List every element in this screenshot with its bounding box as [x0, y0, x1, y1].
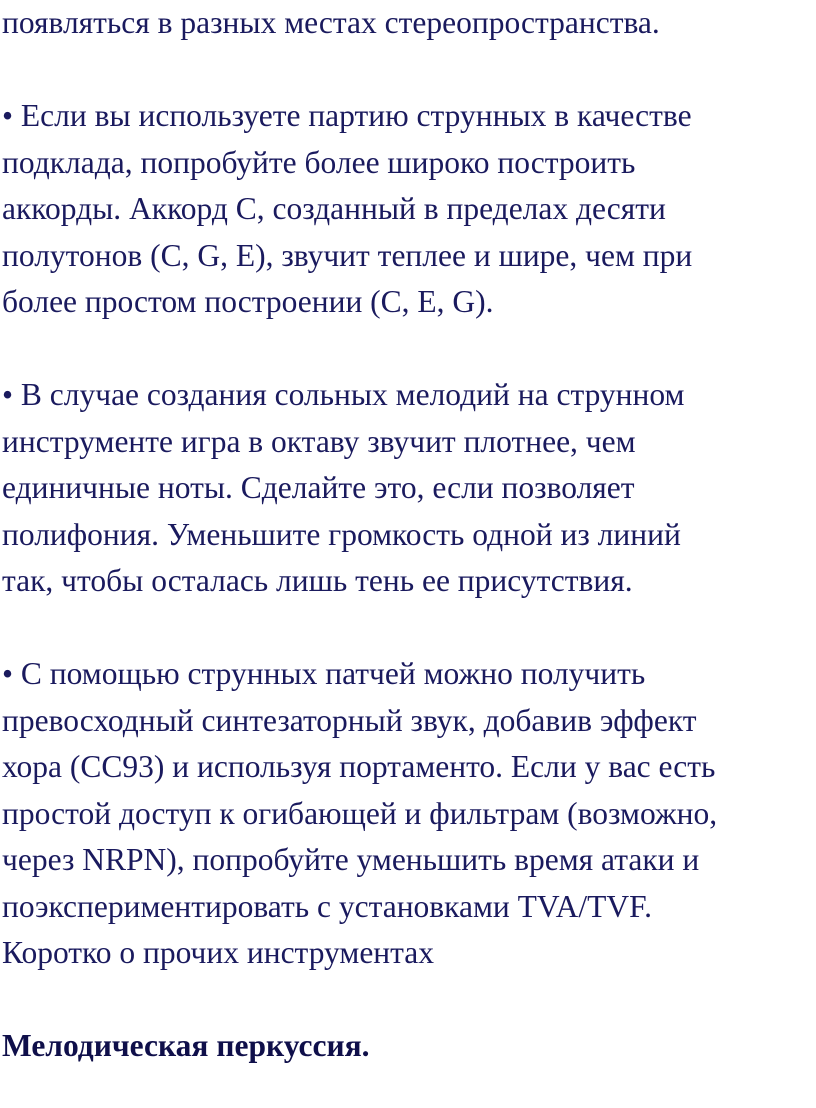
text-line: единичные ноты. Сделайте это, если позволяет — [2, 470, 635, 505]
intro-line: появляться в разных местах стереопространства. — [2, 5, 660, 40]
section-heading: Мелодическая перкуссия. — [2, 1028, 370, 1063]
paragraph-gap — [2, 326, 812, 373]
text-line: Коротко о прочих инструментах — [2, 935, 435, 970]
text-line: • С помощью струнных патчей можно получить — [2, 656, 646, 691]
text-line: полутонов (C, G, E), звучит теплее и шире, чем при — [2, 237, 693, 273]
text-line: так, чтобы осталась лишь тень ее присутствия. — [2, 563, 633, 598]
text-line: более простом построении (C, E, G). — [2, 284, 494, 319]
paragraph-gap — [2, 47, 812, 94]
paragraph-gap — [2, 977, 812, 1024]
text-line: • Если вы используете партию струнных в качестве — [2, 98, 692, 133]
text-line: превосходный синтезаторный звук, добавив эффект — [2, 702, 697, 738]
paragraph-synth-patches — [2, 651, 812, 977]
paragraph-string-pad-voicing — [2, 93, 812, 326]
text-line: аккорды. Аккорд C, созданный в пределах десяти — [2, 191, 666, 226]
paragraph-gap — [2, 605, 812, 652]
text-line: • В случае создания сольных мелодий на струнном — [2, 377, 685, 412]
paragraph-solo-octave — [2, 372, 812, 605]
text-line: инструменте игра в октаву звучит плотнее, чем — [2, 423, 636, 459]
text-line: хора (CC93) и используя портаменто. Если у вас есть — [2, 749, 716, 784]
text-line: через NRPN), попробуйте уменьшить время атаки и — [2, 842, 700, 877]
text-line: поэкспериментировать с установками TVA/TVF. — [2, 888, 652, 924]
text-line: полифония. Уменьшите громкость одной из линий — [2, 516, 681, 552]
document-page — [2, 0, 812, 1070]
text-line: подклада, попробуйте более широко построить — [2, 144, 636, 180]
text-line: простой доступ к огибающей и фильтрам (возможно, — [2, 795, 718, 831]
